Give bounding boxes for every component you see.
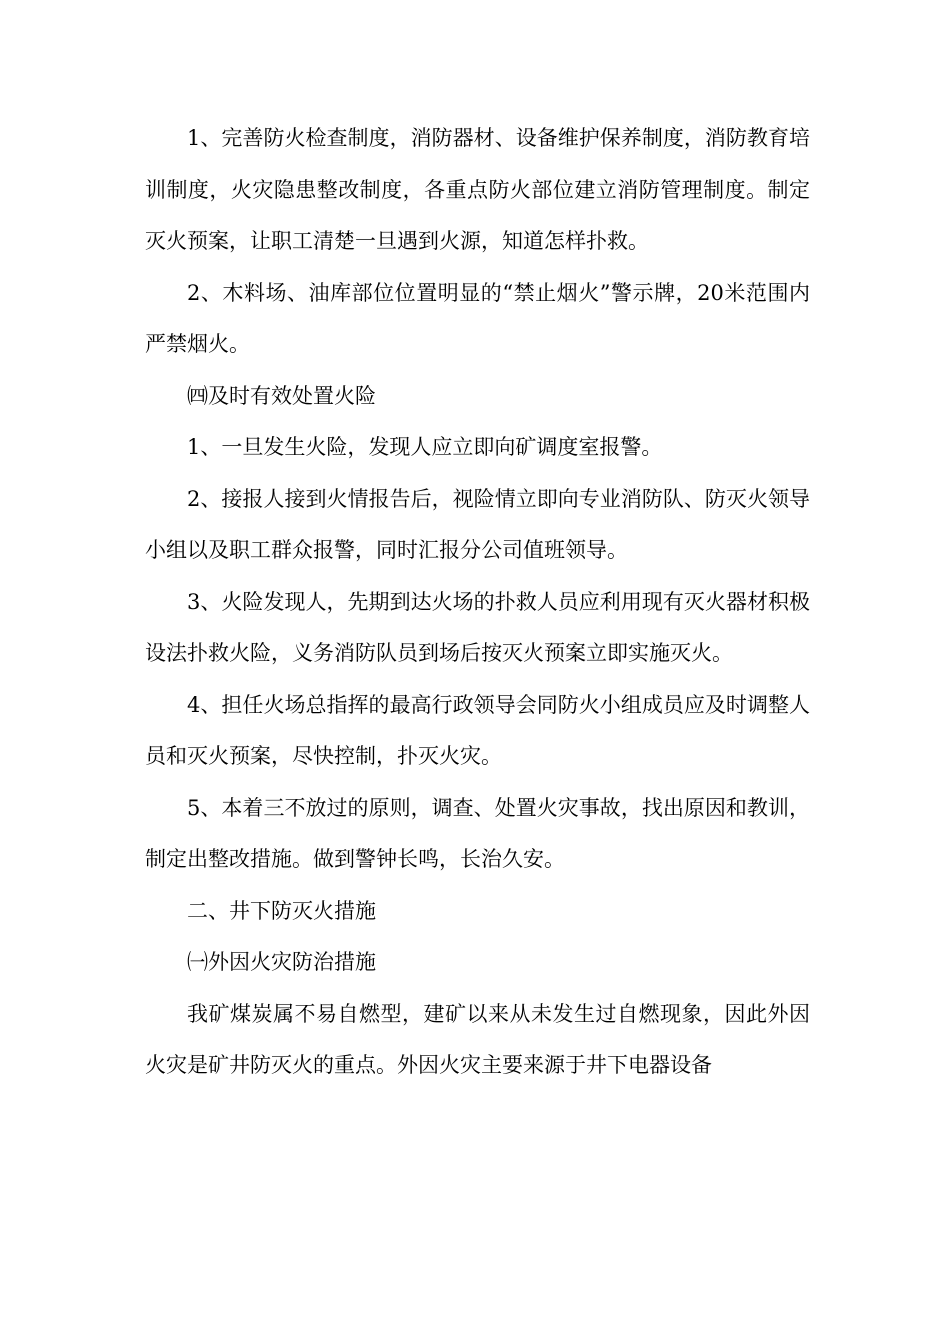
paragraph-report-to-dispatch: 1、一旦发生火险，发现人应立即向矿调度室报警。 [187,435,663,459]
paragraph-investigation: 5、本着三不放过的原则，调查、处置火灾事故，找出原因和教训，制定出整改措施。做到警钟长鸣，长治久安。 [145,795,810,871]
paragraph-initial-firefighting: 3、火险发现人，先期到达火场的扑救人员应利用现有灭火器材积极设法扑救火险，义务消防队员到场后按灭火预案立即实施灭火。 [145,589,810,665]
paragraph-no-smoking-sign: 2、木料场、油库部位位置明显的“禁止烟火”警示牌，20米范围内严禁烟火。 [145,280,810,356]
paragraph-fire-inspection-system: 1、完善防火检查制度，消防器材、设备维护保养制度，消防教育培训制度，火灾隐患整改制度，各重点防火部位建立消防管理制度。制定灭火预案，让职工清楚一旦遇到火源，知道怎样扑救。 [145,126,810,253]
document-body [145,113,810,1092]
section-heading-underground-measures: 二、井下防灭火措施 [187,898,376,923]
subsection-heading-external-fire: ㈠外因火灾防治措施 [187,950,376,974]
paragraph-external-fire-source: 我矿煤炭属不易自燃型，建矿以来从未发生过自燃现象，因此外因火灾是矿井防灭火的重点。外因火灾主要来源于井下电器设备 [145,1001,810,1077]
paragraph-receiver-alarm: 2、接报人接到火情报告后，视险情立即向专业消防队、防灭火领导小组以及职工群众报警，同时汇报分公司值班领导。 [145,486,810,562]
section-heading-fire-handling: ㈣及时有效处置火险 [187,383,376,408]
paragraph-commander-adjust: 4、担任火场总指挥的最高行政领导会同防火小组成员应及时调整人员和灭火预案，尽快控制，扑灭火灾。 [145,692,810,768]
